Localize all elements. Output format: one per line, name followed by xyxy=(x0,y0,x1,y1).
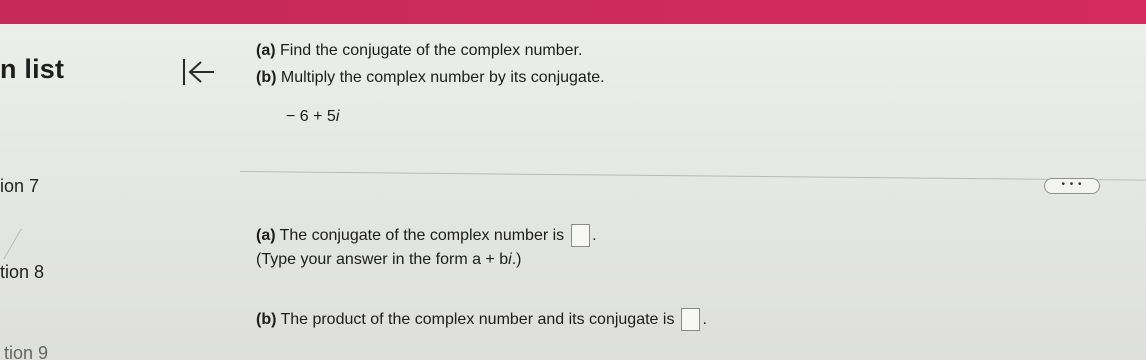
part-a-instruction: Find the conjugate of the complex number. xyxy=(280,42,583,59)
part-a-tag: (a) xyxy=(256,42,276,59)
collapse-left-icon xyxy=(180,57,216,87)
top-header-bar xyxy=(0,0,1146,24)
complex-number-expression xyxy=(286,108,339,126)
part-b-instruction: Multiply the complex number by its conjugate. xyxy=(280,69,605,86)
sidebar-item-question-8[interactable]: tion 8 xyxy=(0,262,45,282)
answer-a-input[interactable] xyxy=(571,224,590,247)
answer-b-input[interactable] xyxy=(681,308,700,331)
answer-a-text: The conjugate of the complex number is xyxy=(279,226,565,244)
expression-imaginary-unit: i xyxy=(335,108,340,125)
expression-real-part: − 6 + 5 xyxy=(286,108,336,125)
question-part-a xyxy=(256,42,582,60)
answer-part-a xyxy=(256,224,597,247)
hint-imaginary-unit: i xyxy=(508,251,512,268)
question-part-b xyxy=(256,69,605,87)
answer-a-period: . xyxy=(592,226,597,244)
answer-b-text: The product of the complex number and its conjugate is xyxy=(280,310,675,328)
answer-b-period: . xyxy=(702,310,707,328)
answer-part-b xyxy=(256,308,707,331)
hint-prefix: (Type your answer in the form a + b xyxy=(256,251,509,268)
sidebar-item-question-7[interactable]: ion 7 xyxy=(0,176,40,196)
more-options-button[interactable]: • • • xyxy=(1044,178,1100,194)
collapse-sidebar-button[interactable] xyxy=(180,57,216,87)
part-b-tag: (b) xyxy=(256,69,277,86)
answer-format-hint xyxy=(256,251,521,269)
sidebar-title: n list xyxy=(0,54,65,84)
answer-a-tag: (a) xyxy=(256,226,276,244)
hint-suffix: .) xyxy=(511,251,522,268)
answer-b-tag: (b) xyxy=(256,310,277,328)
sidebar-item-question-9[interactable]: tion 9 xyxy=(4,343,49,360)
